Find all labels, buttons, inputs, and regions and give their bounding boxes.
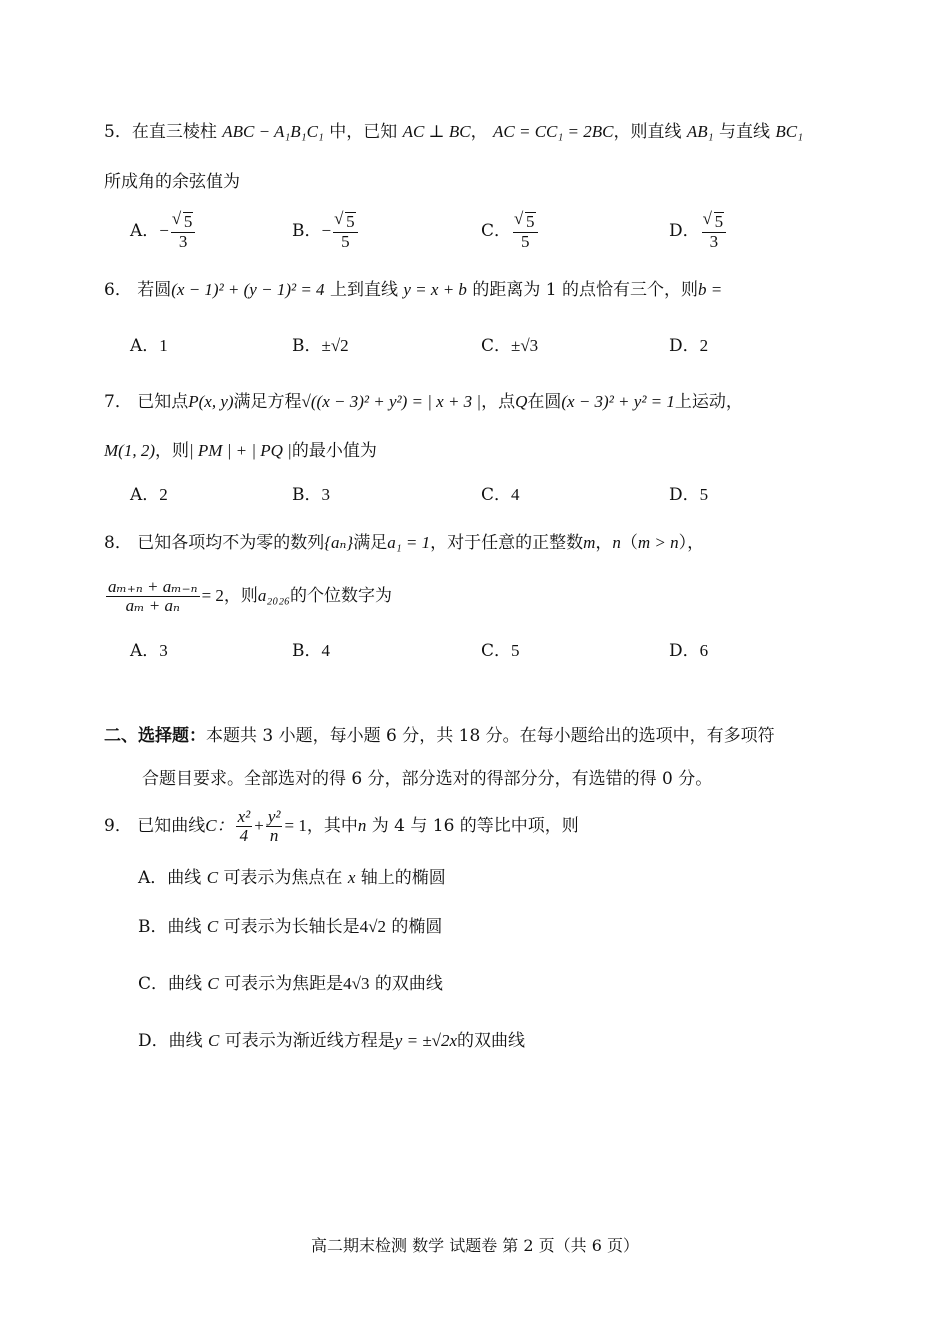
math-expression: AB₁	[686, 122, 714, 141]
option-a	[130, 336, 168, 356]
curve-name: C	[207, 974, 219, 993]
math-expression: b =	[697, 280, 723, 299]
denominator: 3	[178, 231, 188, 251]
question-text: 的最小值为	[291, 441, 377, 461]
question-6-line1	[104, 280, 722, 300]
option-text: 轴上的椭圆	[360, 868, 446, 888]
question-text: ，对于任意的正整数	[430, 533, 584, 553]
option-label: D．	[669, 641, 700, 661]
option-b	[292, 336, 349, 356]
question-text: 满足	[353, 533, 388, 553]
math-expression: 4√2	[359, 917, 386, 936]
option-text: ±√3	[511, 336, 539, 355]
question-text: 的个位数字为	[290, 585, 393, 606]
question-9-line1	[104, 808, 579, 845]
question-text: 为 4 与 16 的等比中项，则	[371, 815, 579, 836]
math-expression: a₁ = 1	[387, 533, 431, 552]
numerator: y²	[267, 807, 281, 826]
denominator: 5	[521, 231, 530, 251]
option-text: 曲线	[168, 1031, 203, 1051]
option-label: B．	[292, 336, 322, 356]
math-expression: √((x − 3)² + y²) = | x + 3 |	[301, 392, 482, 411]
option-sign: −	[159, 220, 169, 240]
question-text: ，则	[154, 441, 189, 461]
math-expression: (x − 3)² + y² = 1	[561, 392, 675, 411]
option-label: C．	[138, 974, 169, 994]
option-b	[138, 917, 442, 937]
question-number: 7．	[104, 392, 132, 412]
option-text: 3	[321, 485, 330, 504]
question-8-line2	[104, 578, 392, 615]
numerator: 5	[526, 212, 535, 231]
option-text: 5	[699, 485, 709, 504]
fraction	[106, 578, 200, 615]
math-expression: P(x, y)	[188, 392, 234, 411]
question-text: 上运动，	[674, 392, 743, 412]
option-label: A．	[130, 336, 160, 356]
numerator: x²	[237, 807, 251, 826]
curve-name: C	[208, 1031, 220, 1050]
plus-sign: +	[254, 815, 264, 835]
page-footer: 高二期末检测 数学 试题卷 第 2 页（共 6 页）	[311, 1236, 639, 1255]
denominator: n	[269, 825, 279, 845]
option-text: 2	[699, 336, 709, 355]
option-d	[669, 336, 708, 356]
option-label: D．	[669, 336, 700, 356]
option-text: 6	[699, 641, 709, 660]
option-text: 可表示为焦距是	[224, 974, 344, 994]
fraction	[171, 212, 196, 251]
option-label: B．	[292, 641, 322, 661]
question-text: ，	[595, 533, 613, 553]
denominator: 3	[709, 231, 719, 251]
section-2-line2	[142, 769, 712, 789]
option-b	[292, 641, 330, 661]
option-text: ±√2	[321, 336, 349, 355]
math-expression: ABC − A₁B₁C₁	[222, 122, 324, 141]
math-expression: Q	[515, 392, 528, 411]
question-number: 8．	[104, 533, 132, 553]
math-expression: y = x + b	[403, 280, 467, 299]
section-2-heading	[104, 726, 775, 746]
question-text: 已知曲线	[137, 815, 206, 836]
option-b	[292, 212, 360, 251]
question-text: 所成角的余弦值为	[104, 172, 240, 192]
denominator: 4	[239, 825, 249, 845]
numerator: 5	[346, 212, 355, 231]
math-expression: M(1, 2)	[104, 441, 155, 460]
question-text: （	[620, 533, 638, 553]
question-5-line2	[104, 172, 240, 192]
numerator: 5	[714, 212, 724, 231]
math-expression: n	[612, 533, 621, 552]
question-text: 已知点	[137, 392, 189, 412]
question-text: 已知各项均不为零的数列	[137, 533, 325, 553]
option-text: 2	[159, 485, 168, 504]
question-8-line1	[104, 533, 704, 553]
numerator: aₘ₊ₙ + aₘ₋ₙ	[108, 577, 198, 596]
option-c	[481, 641, 520, 661]
math-expression: a₂₀₂₆	[257, 585, 291, 605]
option-text: 可表示为焦点在	[223, 868, 343, 888]
option-text: 3	[159, 641, 168, 660]
denominator: aₘ + aₙ	[125, 595, 180, 615]
math-expression: y = ±√2x	[394, 1031, 458, 1050]
math-expression: m	[583, 533, 596, 552]
curve-name: C：	[205, 815, 234, 835]
option-label: A．	[138, 868, 168, 888]
option-label: A．	[130, 641, 160, 661]
question-number: 9．	[104, 815, 132, 836]
option-text: 的椭圆	[391, 917, 443, 937]
fraction	[702, 212, 727, 251]
option-sign: −	[321, 220, 332, 240]
question-text: ），	[678, 533, 705, 553]
math-expression: AC = CC₁ = 2BC	[493, 122, 614, 141]
question-text: ，其中	[306, 815, 358, 836]
option-text: 曲线	[167, 868, 202, 888]
question-text: ，则直线	[613, 122, 682, 142]
option-text: 的双曲线	[374, 974, 443, 994]
question-text: ，	[470, 122, 488, 142]
option-b	[292, 485, 330, 505]
question-text: 中，已知	[329, 122, 398, 142]
question-text: ，点	[481, 392, 516, 412]
option-c	[138, 974, 443, 994]
option-text: 可表示为长轴长是	[223, 917, 360, 937]
option-a	[130, 485, 168, 505]
section-text: 合题目要求。全部选对的得 6 分，部分选对的得部分分，有选错的得 0 分。	[142, 769, 713, 789]
question-text: 满足方程	[233, 392, 302, 412]
fraction-x	[236, 808, 253, 845]
curve-name: C	[206, 868, 219, 887]
option-c	[481, 336, 538, 356]
question-text: 的距离为 1 的点恰有三个，则	[472, 280, 698, 300]
math-expression: BC₁	[775, 122, 804, 141]
section-title: 二、选择题：	[104, 726, 206, 746]
option-text: 4	[321, 641, 330, 660]
option-label: A．	[130, 485, 160, 505]
question-text: ，则	[223, 585, 258, 606]
option-d	[669, 212, 728, 251]
fraction	[333, 212, 358, 251]
fraction	[513, 212, 538, 251]
math-expression: AC ⊥ BC	[402, 122, 471, 141]
option-text: 4	[511, 485, 520, 504]
option-label: D．	[669, 485, 700, 505]
question-number: 6．	[104, 280, 132, 300]
curve-name: C	[206, 917, 219, 936]
option-a	[130, 212, 197, 251]
option-text: 可表示为渐近线方程是	[224, 1031, 395, 1051]
option-label: C．	[481, 336, 512, 356]
question-5-line1	[104, 122, 803, 142]
fraction-y	[266, 808, 283, 845]
option-a	[138, 868, 446, 888]
option-d	[669, 641, 708, 661]
option-d	[669, 485, 708, 505]
question-text: 与直线	[719, 122, 770, 142]
math-expression: = 2	[201, 585, 224, 605]
option-c	[481, 485, 520, 505]
math-expression: n	[357, 815, 367, 835]
denominator: 5	[341, 231, 350, 251]
question-number: 5．	[104, 122, 132, 142]
option-label: B．	[292, 485, 322, 505]
option-label: C．	[481, 220, 512, 241]
math-expression: = 1	[284, 815, 307, 835]
option-text: 曲线	[168, 974, 203, 994]
math-expression: m > n	[637, 533, 679, 552]
option-label: D．	[669, 220, 700, 241]
question-text: 若圆	[137, 280, 172, 300]
option-c	[481, 212, 540, 251]
math-expression: x	[347, 868, 356, 887]
option-text: 5	[511, 641, 520, 660]
option-text: 1	[159, 336, 168, 355]
math-expression: | PM | + | PQ |	[188, 441, 292, 460]
option-label: B．	[292, 220, 322, 241]
option-label: C．	[481, 485, 512, 505]
question-text: 上到直线	[329, 280, 398, 300]
numerator: 5	[183, 212, 193, 231]
section-text: 本题共 3 小题，每小题 6 分，共 18 分。在每小题给出的选项中，有多项符	[206, 726, 775, 746]
option-text: 的双曲线	[457, 1031, 526, 1051]
option-label: B．	[138, 917, 168, 937]
question-7-line1	[104, 392, 743, 412]
option-text: 曲线	[167, 917, 202, 937]
option-label: C．	[481, 641, 512, 661]
math-expression: (x − 1)² + (y − 1)² = 4	[171, 280, 325, 299]
question-7-line2	[104, 441, 377, 461]
question-text: 在直三棱柱	[131, 122, 217, 142]
option-a	[130, 641, 168, 661]
option-label: D．	[138, 1031, 169, 1051]
math-expression: {aₙ}	[324, 533, 354, 552]
option-label: A．	[130, 220, 160, 241]
question-text: 在圆	[527, 392, 562, 412]
option-d	[138, 1031, 525, 1051]
math-expression: 4√3	[343, 974, 370, 993]
